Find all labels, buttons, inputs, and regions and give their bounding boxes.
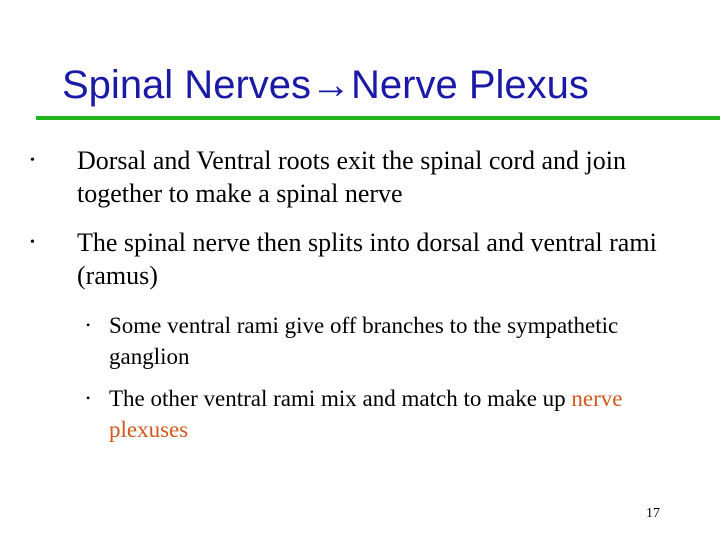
sub-bullet-text: Some ventral rami give off branches to the sympathetic ganglion	[109, 313, 619, 369]
arrow-icon: →	[311, 63, 352, 107]
bullet-icon: •	[30, 153, 35, 168]
title-part-1: Spinal Nerves	[62, 63, 312, 107]
bullet-text: Dorsal and Ventral roots exit the spinal cord and join together to make a spinal nerve	[77, 146, 627, 208]
slide-title	[62, 60, 589, 110]
sub-bullet-text	[109, 383, 669, 445]
sub-bullet-icon: •	[86, 318, 91, 332]
sub-bullet-icon: •	[86, 391, 91, 405]
bullet-text: The spinal nerve then splits into dorsal and ventral rami (ramus)	[77, 228, 657, 290]
page-number: 17	[646, 506, 660, 521]
highlighted-term: nerve plexuses	[109, 386, 623, 442]
bullet-icon: •	[30, 235, 35, 250]
title-divider	[36, 116, 720, 120]
sub-bullet-text-start: The other ventral rami mix and match to make up	[109, 386, 572, 411]
title-part-2: Nerve Plexus	[351, 63, 589, 107]
